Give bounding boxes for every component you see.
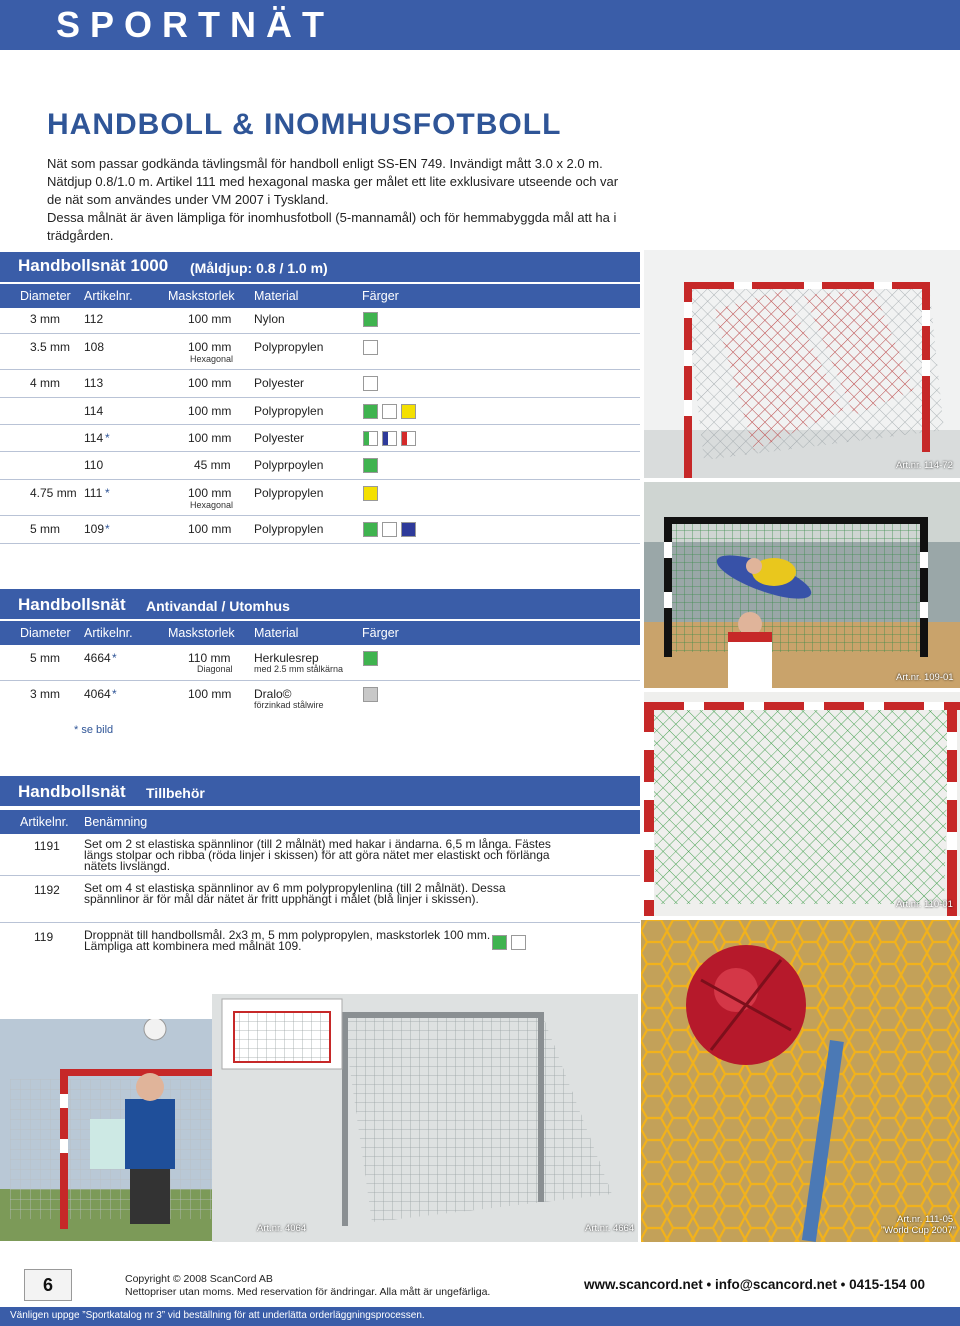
- col-artikel: Artikelnr.: [84, 626, 133, 640]
- photo-goal-red-net: [644, 250, 960, 478]
- color-swatch: [492, 935, 507, 950]
- section3-header: [0, 776, 640, 806]
- cell-benamning: Set om 4 st elastiska spännlinor av 6 mm polypropylenlina (till 2 målnät). Dessa spännlinor är för mål där nätet är fritt upphängt i målet (blå linjer i skissen).: [84, 881, 506, 906]
- asterisk: *: [105, 486, 110, 500]
- cell-artikel: 108: [84, 340, 105, 354]
- section1-header: [0, 252, 640, 282]
- intro-line: de nät som användes under VM 2007 i Tyskland.: [47, 192, 329, 207]
- cell-maskstorlek: 100 mm: [188, 431, 232, 445]
- cell-artikel: 109: [84, 522, 105, 536]
- cell-material-note: förzinkad stålwire: [254, 700, 324, 710]
- asterisk: *: [105, 431, 110, 445]
- cell-material: Polyester: [254, 376, 305, 390]
- table-row: [0, 681, 640, 713]
- cell-artikel: 1191: [34, 839, 60, 853]
- table-row: [0, 306, 640, 334]
- col-maskstorlek: Maskstorlek: [168, 289, 235, 303]
- col-benamning: Benämning: [84, 815, 148, 829]
- intro-line: Nät som passar godkända tävlingsmål för handboll enligt SS-EN 749. Invändigt mått 3.0 x 2.0 m.: [47, 156, 603, 171]
- footer-copyright: [125, 1273, 490, 1298]
- col-maskstorlek: Maskstorlek: [168, 626, 235, 640]
- section3-subtitle: Tillbehör: [146, 785, 205, 801]
- photo-caption: ”World Cup 2007”: [881, 1225, 956, 1236]
- asterisk: *: [112, 687, 117, 701]
- col-farger: Färger: [362, 289, 399, 303]
- cell-material: Dralo©: [254, 687, 292, 701]
- cell-mask-note: Hexagonal: [190, 354, 234, 364]
- page-category-title: SPORTNÄT: [56, 4, 334, 45]
- footer-note: Vänligen uppge ”Sportkatalog nr 3” vid beställning för att underlätta orderläggningsprocessen.: [10, 1310, 425, 1321]
- cell-material: Nylon: [254, 312, 285, 326]
- color-swatch: [382, 431, 397, 446]
- cell-maskstorlek: 100 mm: [188, 687, 232, 701]
- cell-material: Polypropylen: [254, 486, 324, 500]
- cell-artikel: 113: [84, 376, 104, 390]
- photo-world-cup-net: [641, 920, 960, 1242]
- cell-diameter: 4 mm: [30, 376, 60, 390]
- asterisk: *: [105, 522, 110, 536]
- col-material: Material: [254, 289, 299, 303]
- cell-material: Polypropylen: [254, 522, 324, 536]
- cell-maskstorlek: 100 mm: [188, 404, 232, 418]
- color-swatch: [401, 522, 416, 537]
- color-swatch: [382, 522, 397, 537]
- table-row: [0, 516, 640, 544]
- cell-benamning: Set om 2 st elastiska spännlinor (till 2 målnät) med hakar i ändarna. 6,5 m långa. Fästes längs stolpar och ribba (röda linjer i skissen) för att göra nätet mer elastiskt och förlänga nätets livslängd.: [84, 837, 551, 873]
- cell-maskstorlek: 100 mm: [188, 376, 232, 390]
- cell-diameter: 5 mm: [30, 651, 60, 665]
- cell-diameter: 5 mm: [30, 522, 60, 536]
- cell-artikel: 4064: [84, 687, 111, 701]
- section1-title: Handbollsnät 1000: [18, 256, 169, 275]
- color-swatch: [363, 458, 378, 473]
- col-artikel: Artikelnr.: [84, 289, 133, 303]
- photo-goal-green-net: [644, 692, 960, 916]
- cell-maskstorlek: 100 mm: [188, 486, 232, 500]
- cell-maskstorlek: 100 mm: [188, 340, 232, 354]
- cell-artikel: 112: [84, 312, 104, 326]
- cell-material: Polyprpoylen: [254, 458, 324, 472]
- photo-caption: Art.nr. 114-72: [896, 460, 953, 471]
- footer-contact: www.scancord.net • info@scancord.net • 0415-154 00: [584, 1277, 925, 1292]
- photo-caption: Art.nr. 4064: [257, 1223, 307, 1234]
- color-swatch: [363, 312, 378, 327]
- cell-material-note: med 2.5 mm stålkärna: [254, 664, 344, 674]
- section1-subtitle: (Måldjup: 0.8 / 1.0 m): [190, 260, 328, 276]
- color-swatch: [401, 404, 416, 419]
- cell-benamning: Droppnät till handbollsmål. 2x3 m, 5 mm polypropylen, maskstorlek 100 mm. Lämpliga att kombinera med målnät 109.: [84, 928, 491, 953]
- table-row: [0, 334, 640, 370]
- color-swatch: [363, 376, 378, 391]
- cell-maskstorlek: 110 mm: [188, 651, 231, 665]
- table-row: [0, 878, 640, 923]
- color-swatch: [363, 687, 378, 702]
- cell-artikel: 1192: [34, 883, 60, 897]
- section2-subtitle: Antivandal / Utomhus: [146, 598, 290, 614]
- cell-mask-note: Hexagonal: [190, 500, 234, 510]
- table-row: [0, 834, 640, 876]
- table-row: [0, 925, 640, 957]
- cell-artikel: 4664: [84, 651, 111, 665]
- color-swatch: [363, 340, 378, 355]
- copyright-line: Copyright © 2008 ScanCord AB: [125, 1273, 273, 1285]
- footnote: * se bild: [74, 724, 114, 736]
- cell-artikel: 110: [84, 458, 104, 472]
- cell-artikel: 114: [84, 431, 104, 445]
- cell-maskstorlek: 45 mm: [194, 458, 231, 472]
- intro-line: Dessa målnät är även lämpliga för inomhusfotboll (5-mannamål) och för hemmabyggda mål att ha i: [47, 210, 617, 225]
- col-artikel: Artikelnr.: [20, 815, 69, 829]
- cell-diameter: 3.5 mm: [30, 340, 71, 354]
- intro-line: trädgården.: [47, 228, 114, 243]
- page-heading: HANDBOLL & INOMHUSFOTBOLL: [47, 108, 562, 141]
- color-swatch: [363, 651, 378, 666]
- table-row: [0, 480, 640, 516]
- cell-material: Polypropylen: [254, 404, 324, 418]
- table-row: [0, 452, 640, 480]
- table-row: [0, 645, 640, 681]
- cell-material: Polyester: [254, 431, 305, 445]
- photo-caption: Art.nr. 111-05: [897, 1214, 954, 1225]
- table-row: [0, 425, 640, 452]
- cell-diameter: 3 mm: [30, 687, 60, 701]
- photo-handball-game: [644, 482, 960, 688]
- color-swatch: [363, 522, 378, 537]
- color-swatch: [382, 404, 397, 419]
- prices-line: Nettopriser utan moms. Med reservation för ändringar. Alla mått är ungefärliga.: [125, 1285, 491, 1298]
- table-row: [0, 398, 640, 425]
- col-diameter: Diameter: [20, 289, 71, 303]
- section3-column-header: [0, 810, 640, 834]
- section3-title: Handbollsnät: [18, 782, 126, 801]
- table-row: [0, 370, 640, 398]
- cell-artikel: 119: [34, 930, 54, 944]
- intro-line: Nätdjup 0.8/1.0 m. Artikel 111 med hexagonal maska ger målet ett lite exklusivare utseende och var: [47, 174, 619, 189]
- col-material: Material: [254, 626, 299, 640]
- cell-artikel: 114: [84, 404, 104, 418]
- section2-column-header: [0, 621, 640, 645]
- section2-header: [0, 589, 640, 619]
- intro-text: [47, 155, 637, 245]
- cell-mask-note: Diagonal: [197, 664, 233, 674]
- photo-goal-4664: [212, 994, 638, 1242]
- cell-diameter: 3 mm: [30, 312, 60, 326]
- color-swatch: [363, 486, 378, 501]
- cell-maskstorlek: 100 mm: [188, 522, 232, 536]
- color-swatch: [363, 404, 378, 419]
- section1-column-header: [0, 284, 640, 308]
- cell-maskstorlek: 100 mm: [188, 312, 232, 326]
- col-diameter: Diameter: [20, 626, 71, 640]
- photo-caption: Art.nr. 109-01: [896, 672, 954, 683]
- cell-artikel: 111: [84, 486, 103, 500]
- color-swatch: [511, 935, 526, 950]
- page-number: 6: [24, 1269, 72, 1301]
- photo-caption: Art.nr. 4664: [585, 1223, 635, 1234]
- cell-material: Herkulesrep: [254, 651, 319, 665]
- col-farger: Färger: [362, 626, 399, 640]
- section2-title: Handbollsnät: [18, 595, 126, 614]
- color-swatch: [363, 431, 378, 446]
- color-swatch: [401, 431, 416, 446]
- photo-caption: Art.nr. 110-01: [896, 899, 953, 910]
- asterisk: *: [112, 651, 117, 665]
- cell-material: Polypropylen: [254, 340, 324, 354]
- cell-diameter: 4.75 mm: [30, 486, 77, 500]
